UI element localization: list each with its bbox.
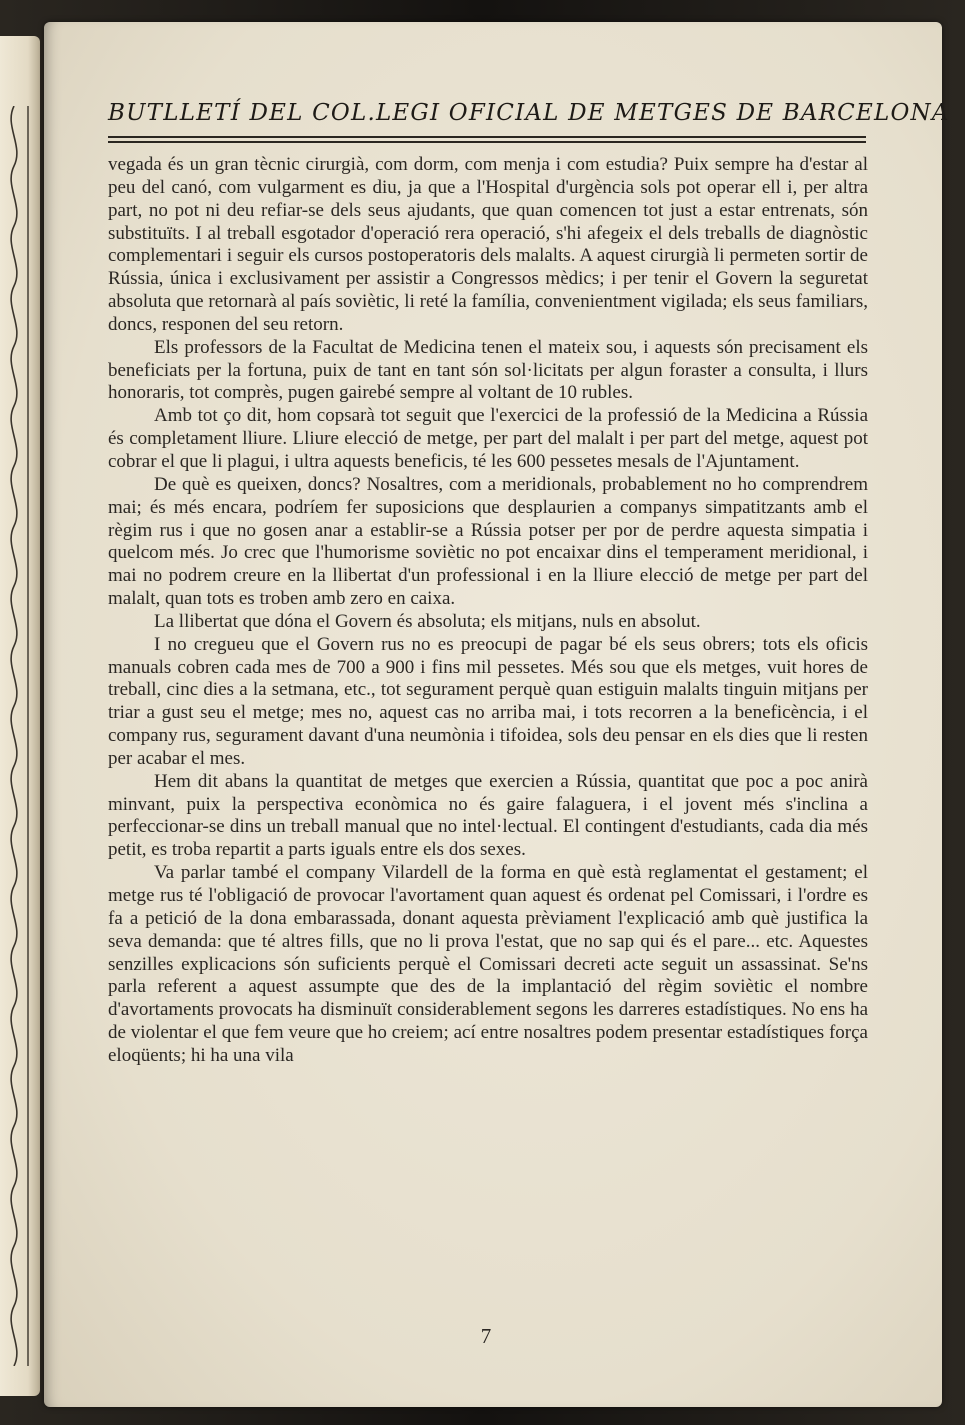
paragraph: I no cregueu que el Govern rus no es preocupi de pagar bé els seus obrers; tots els oficis manuals cobren cada mes de 700 a 900 i fins mil pessetes. Més sou que els metges, vuit hores de treball, cinc dies a la setmana, etc., tot segurament perquè quan estiguin malalts tinguin mitjans per triar a gust seu el metge; mes no, aquest cas no arriba mai, i tots recorren a la beneficència, i el company rus, segurament davant d'una neumònia i tifoidea, sols deu pensar en els dies que li resten per acabar el mes. bbox=[108, 633, 868, 769]
paragraph: La llibertat que dóna el Govern és absoluta; els mitjans, nuls en absolut. bbox=[154, 610, 701, 632]
paragraph: De què es queixen, doncs? Nosaltres, com a meridionals, probablement no ho comprendrem mai; és més encara, podríem fer suposicions que desplaurien a companys simpatitzants amb el règim rus i que no gosen anar a establir-se a Rússia potser per por de perdre aquesta simpatia i quelcom més. Jo crec que l'humorisme soviètic no pot encaixar dins el temperament meridional, i mai no podrem creure en la llibertat d'un professional i en la lliure elecció de metge per part del malalt, quan tots es troben amb zero en caixa. bbox=[108, 473, 868, 610]
paragraph: Amb tot ço dit, hom copsarà tot seguit que l'exercici de la professió de la Medicina a Rússia és completament lliure. Lliure elecció de metge, per part del malalt i per part del metge, aquest pot cobrar el que li plagui, i ultra aquests beneficis, té les 600 pessetes mesals de l'Ajuntament. bbox=[108, 405, 868, 472]
header-rule-top bbox=[108, 136, 866, 138]
header-rule-bottom bbox=[108, 141, 866, 143]
article-body bbox=[108, 154, 868, 1068]
document-page bbox=[44, 22, 950, 1407]
decorative-border-ornament bbox=[2, 106, 32, 1366]
paragraph: Els professors de la Facultat de Medicina tenen el mateix sou, i aquests són precisament els beneficiats per la fortuna, puix de tant en tant són sol·licitats per algun foraster a consulta, i llurs honoraris, tot comprès, pugen gairebé sempre al voltant de 10 rubles. bbox=[108, 336, 868, 404]
previous-page-edge bbox=[0, 36, 40, 1396]
paragraph: Hem dit abans la quantitat de metges que exercien a Rússia, quantitat que poc a poc anirà minvant, puix la perspectiva econòmica no és gaire falaguera, i el jovent més s'inclina a perfeccionar-se dins un treball manual que no intel·lectual. El contingent d'estudiants, cada dia més petit, es troba repartit a parts iguals entre els dos sexes. bbox=[108, 770, 868, 861]
paragraph: Va parlar també el company Vilardell de la forma en què està reglamentat el gestament; el metge rus té l'obligació de provocar l'avortament quan aquest és ordenat pel Comissari, i l'ordre es fa a petició de la dona embarassada, donant aquesta prèviament l'explicació amb què justifica la seva demanda: que té altres fills, que no li prova l'estat, que no sap qui és el pare... etc. Aquestes senzilles explicacions són suficients perquè el Comissari decreti acte seguit un assassinat. Se'ns parla referent a aquest assumpte que des de la implantació del règim soviètic el nombre d'avortaments provocats ha disminuït considerablement segons les darreres estadístiques. No ens ha de violentar el que fem veure que ho creiem; ací entre nosaltres podem presentar estadístiques força eloqüents; hi ha una vila bbox=[108, 862, 868, 1066]
page-number: 7 bbox=[480, 1324, 492, 1348]
paragraph: vegada és un gran tècnic cirurgià, com dorm, com menja i com estudia? Puix sempre ha d'estar al peu del canó, com vulgarment es diu, ja que a l'Hospital d'urgència sols pot operar ell i, per altra part, no pot ni deu refiar-se dels seus ajudants, que quan comencen tot just a estar entrenats, són substituïts. I al treball esgotador d'operació rera operació, s'hi afegeix el dels treballs de diagnòstic complementari i seguir els cursos postoperatoris dels malalts. A aquest cirurgià li permeten sortir de Rússia, única i exclusivament per assistir a Congressos mèdics; i per tenir el Govern la seguretat absoluta que retornarà al país soviètic, li reté la família, convenientment vigilada; els seus familiars, doncs, responen del seu retorn. bbox=[108, 154, 868, 335]
journal-header: BUTLLETÍ DEL COL.LEGI OFICIAL DE METGES DE BARCELONA bbox=[108, 100, 950, 126]
